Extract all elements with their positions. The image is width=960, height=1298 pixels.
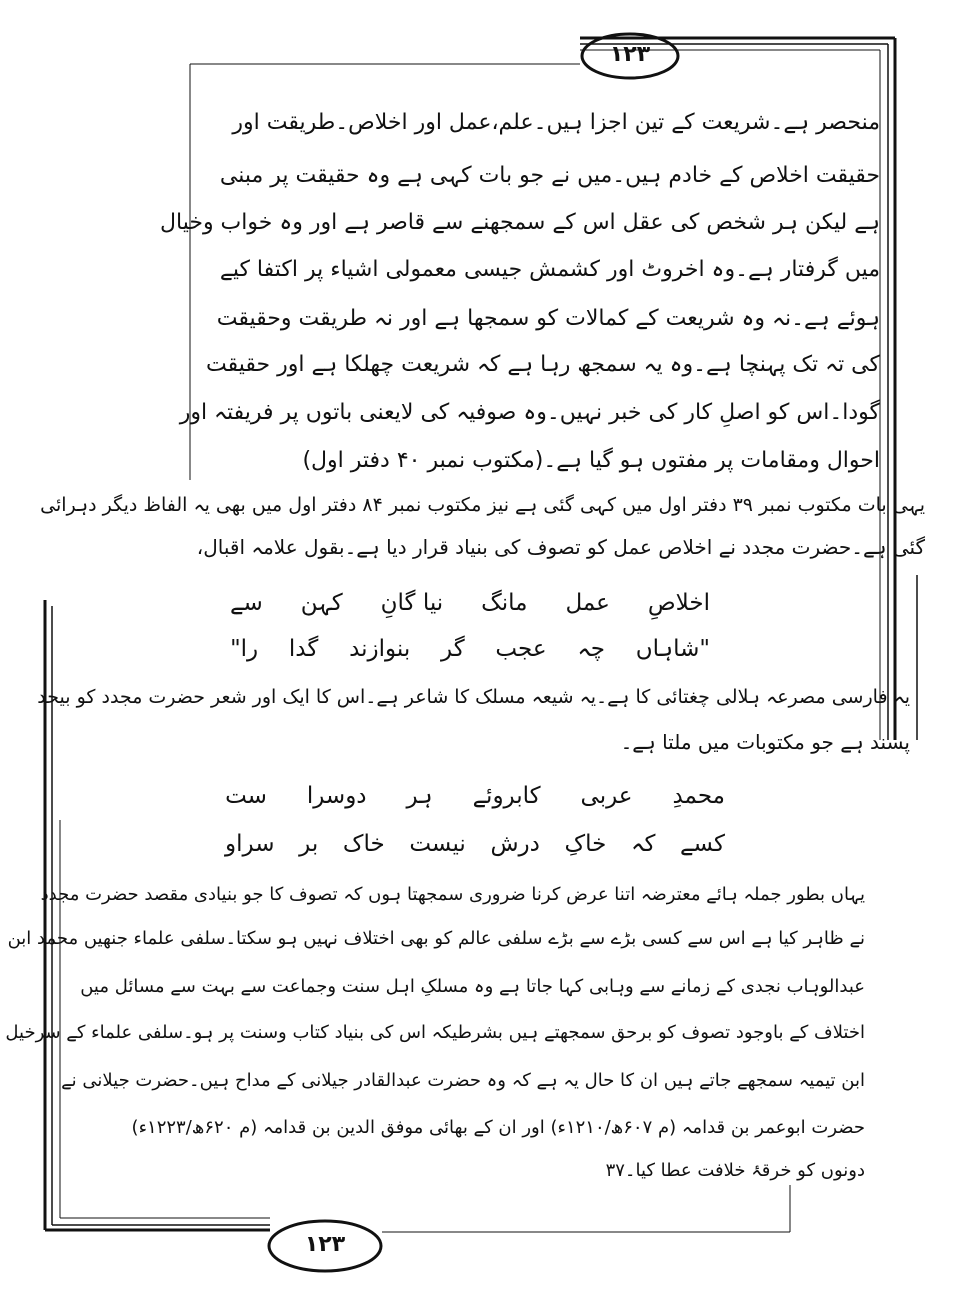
page-number-bottom: ۱۲۳ bbox=[304, 1232, 346, 1257]
verse-line bbox=[225, 783, 725, 809]
verse-word: سے bbox=[230, 590, 263, 616]
text-line: میں گرفتار ہے۔وہ اخروٹ اور کشمش جیسی معمولی اشیاء پر اکتفا کیے bbox=[219, 257, 880, 282]
verse-word: نیا گانِ bbox=[380, 590, 444, 616]
verse-word: چہ bbox=[577, 636, 606, 662]
verse-line bbox=[230, 636, 710, 662]
text-line: نے ظاہر کیا ہے اس سے کسی بڑے سے بڑے سلفی عالم کو بھی اختلاف نہیں ہو سکتا۔سلفی علماء جنھیں محمد ابن bbox=[7, 928, 865, 949]
text-line: پسند ہے جو مکتوبات میں ملتا ہے۔ bbox=[620, 730, 910, 754]
text-line: احوال ومقامات پر مفتوں ہو گیا ہے۔(مکتوب نمبر ۴۰ دفتر اول) bbox=[302, 448, 880, 473]
text-line: دونوں کو خرقۂ خلافت عطا کیا۔۳۷ bbox=[605, 1160, 865, 1181]
verse-word: کسے bbox=[680, 831, 725, 857]
text-line: ابن تیمیہ سمجھے جاتے ہیں ان کا حال یہ ہے کہ وہ حضرت عبدالقادر جیلانی کے مداح ہیں۔حضرت جیلانی نے bbox=[61, 1070, 865, 1091]
text-line: ہوئے ہے۔نہ وہ شریعت کے کمالات کو سمجھا ہے اور نہ طریقت وحقیقت bbox=[216, 306, 880, 331]
text-line: ہے لیکن ہر شخص کی عقل اس کے سمجھنے سے قاصر ہے اور وہ خواب وخیال bbox=[160, 210, 880, 235]
verse-word: ست bbox=[225, 783, 267, 809]
text-line: حضرت ابوعمر بن قدامہ (م ۶۰۷ھ/۱۲۱۰ء) اور ان کے بھائی موفق الدین بن قدامہ (م ۶۲۰ھ/۱۲۲۳ء) bbox=[131, 1117, 865, 1138]
text-line: گئی ہے۔حضرت مجدد نے اخلاص عمل کو تصوف کی بنیاد قرار دیا ہے۔بقول علامہ اقبال، bbox=[196, 535, 925, 559]
verse-line bbox=[225, 831, 725, 857]
text-line: کی تہ تک پہنچا ہے۔وہ یہ سمجھ رہا ہے کہ شریعت چھلکا ہے اور حقیقت bbox=[206, 352, 880, 377]
verse-word: محمدِ bbox=[672, 783, 725, 809]
verse-word: اخلاصِ bbox=[647, 590, 710, 616]
text-line: اختلاف کے باوجود تصوف کو برحق سمجھتے ہیں بشرطیکہ اس کی بنیاد کتاب وسنت پر ہو۔سلفی علماء کے سرخیل bbox=[5, 1022, 865, 1043]
page-number-top: ۱۲۳ bbox=[609, 42, 651, 67]
verse-word: بنوازند bbox=[349, 636, 411, 662]
verse-word: درش bbox=[490, 831, 540, 857]
text-line: منحصر ہے۔شریعت کے تین اجزا ہیں۔علم،عمل اور اخلاص۔طریقت اور bbox=[232, 110, 880, 135]
text-line: حقیقت اخلاص کے خادم ہیں۔میں نے جو بات کہی ہے وہ حقیقت پر مبنی bbox=[219, 163, 880, 188]
verse-line bbox=[230, 590, 710, 616]
verse-word: دوسرا bbox=[306, 783, 367, 809]
verse-word: کابروئے bbox=[472, 783, 541, 809]
text-line: عبدالوہاب نجدی کے زمانے سے وہابی کہا جاتا ہے وہ مسلکِ اہل سنت وجماعت سے بہت سے مسائل میں bbox=[80, 976, 865, 997]
text-line: یہاں بطور جملہ ہائے معترضہ اتنا عرض کرنا ضروری سمجھتا ہوں کہ تصوف کا جو بنیادی مقصد حضرت مجدد bbox=[40, 884, 865, 905]
verse-word: سراو bbox=[225, 831, 275, 857]
verse-word: خاکِ bbox=[564, 831, 607, 857]
verse-word: عمل bbox=[565, 590, 610, 616]
text-line: یہی بات مکتوب نمبر ۳۹ دفتر اول میں کہی گئی ہے نیز مکتوب نمبر ۸۴ دفتر اول میں بھی یہ الفاظ دیگر دہرائی bbox=[40, 494, 925, 516]
text-line: یہ فارسی مصرعہ ہلالی چغتائی کا ہے۔یہ شیعہ مسلک کا شاعر ہے۔اس کا ایک اور شعر حضرت مجدد کو بیحد bbox=[37, 686, 910, 708]
verse-word: عجب bbox=[495, 636, 547, 662]
text-line: گودا۔اس کو اصلِ کار کی خبر نہیں۔وہ صوفیہ کی لایعنی باتوں پر فریفتہ اور bbox=[179, 400, 880, 425]
verse-word: خاک bbox=[342, 831, 385, 857]
verse-word: "شاہاں bbox=[635, 636, 710, 662]
verse-word: عربی bbox=[580, 783, 633, 809]
verse-word: گدا bbox=[288, 636, 319, 662]
verse-word: گر bbox=[441, 636, 465, 662]
verse-word: کہن bbox=[300, 590, 343, 616]
verse-word: نیست bbox=[409, 831, 466, 857]
verse-word: بر bbox=[299, 831, 319, 857]
verse-word: مانگ bbox=[481, 590, 528, 616]
verse-word: را" bbox=[230, 636, 259, 662]
verse-word: کہ bbox=[630, 831, 656, 857]
verse-word: ہر bbox=[406, 783, 433, 809]
